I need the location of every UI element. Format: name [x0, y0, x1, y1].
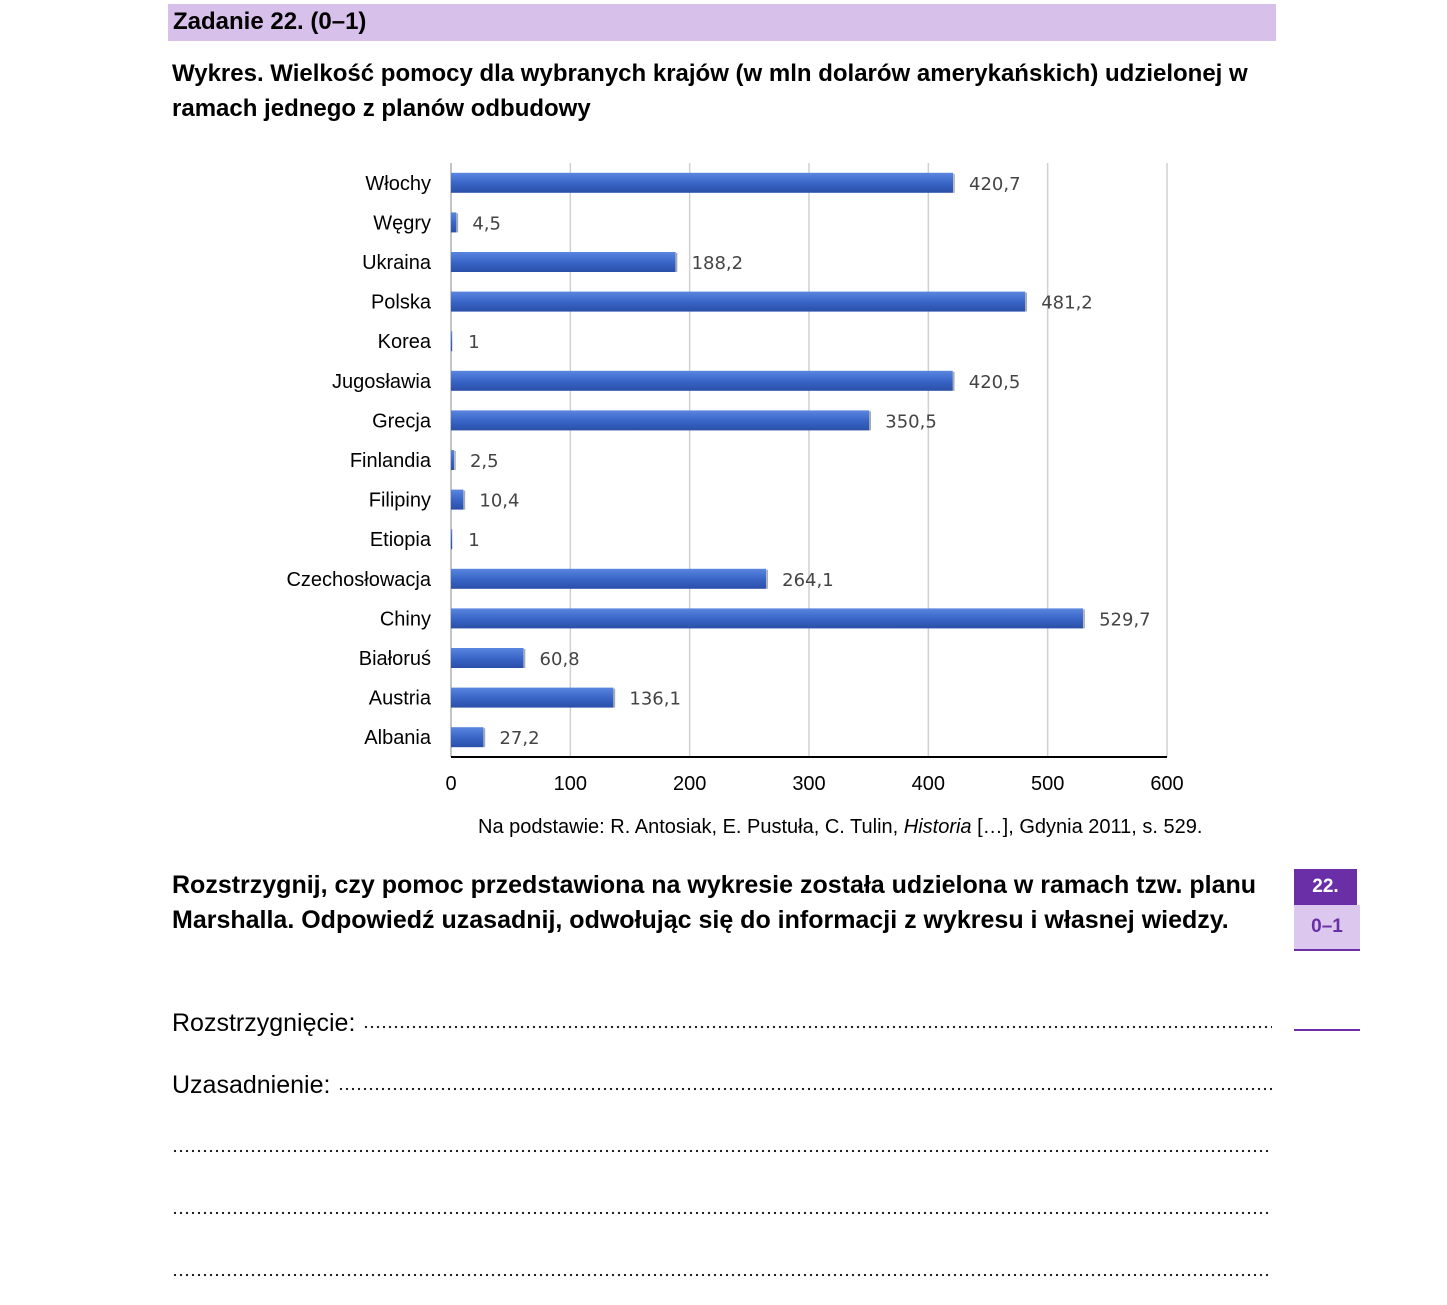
- x-tick-label: 300: [792, 773, 826, 795]
- value-label: 4,5: [472, 213, 502, 235]
- source-italic: Historia: [903, 816, 972, 838]
- category-label: Ukraina: [362, 252, 431, 274]
- bar: [451, 173, 953, 193]
- value-label: 27,2: [499, 728, 540, 750]
- category-label: Chiny: [379, 608, 431, 631]
- x-tick-label: 400: [911, 773, 946, 795]
- answer-line-row[interactable]: [172, 1246, 1272, 1286]
- value-label: 264,1: [782, 569, 834, 591]
- x-tick-label: 0: [445, 773, 457, 795]
- category-label: Jugosławia: [332, 370, 431, 393]
- x-tick-label: 600: [1150, 773, 1184, 795]
- decision-answer-line[interactable]: [363, 1023, 1272, 1031]
- bar: [451, 688, 613, 708]
- score-number: 22.: [1294, 869, 1360, 905]
- value-label: 188,2: [691, 253, 744, 274]
- value-label: 350,5: [885, 411, 937, 433]
- bar: [451, 648, 524, 668]
- value-label: 1: [468, 332, 480, 354]
- score-line: [1294, 1029, 1360, 1031]
- category-label: Węgry: [373, 212, 431, 235]
- source-citation: [478, 816, 1278, 839]
- answer-line[interactable]: [172, 1209, 1272, 1217]
- bar: [451, 371, 953, 391]
- category-label: Austria: [368, 687, 431, 710]
- bar: [451, 529, 452, 549]
- source-suffix: […], Gdynia 2011, s. 529.: [971, 816, 1203, 838]
- justification-answer-line[interactable]: [338, 1085, 1272, 1093]
- bar: [451, 331, 452, 351]
- score-box: [1294, 869, 1360, 951]
- bar: [451, 212, 456, 232]
- value-label: 60,8: [539, 649, 580, 670]
- value-label: 420,5: [968, 371, 1021, 393]
- category-label: Korea: [377, 331, 431, 354]
- category-label: Etiopia: [369, 529, 431, 552]
- category-label: Grecja: [372, 410, 431, 433]
- bar: [451, 490, 463, 510]
- value-label: 136,1: [629, 688, 681, 710]
- answer-line-row[interactable]: [172, 1122, 1272, 1162]
- category-labels: [286, 173, 431, 749]
- decision-row[interactable]: [172, 998, 1272, 1038]
- x-tick-label: 500: [1030, 773, 1065, 795]
- value-label: 2,5: [469, 451, 499, 472]
- score-range: 0–1: [1294, 905, 1360, 951]
- category-label: Filipiny: [368, 489, 431, 512]
- value-label: 481,2: [1041, 292, 1093, 314]
- task-header-text: Zadanie 22. (0–1): [173, 8, 367, 35]
- category-label: Finlandia: [349, 450, 431, 472]
- value-label: 420,7: [969, 173, 1021, 195]
- category-label: Albania: [364, 727, 431, 750]
- question-text: Rozstrzygnij, czy pomoc przedstawiona na wykresie została udzielona w ramach tzw. planu Marshalla. Odpowiedź uzasadnij, odwołując się do informacji z wykresu i własnej wiedzy.: [172, 871, 1257, 934]
- category-label: Czechosłowacja: [286, 568, 431, 591]
- bar: [451, 252, 676, 272]
- bar: [451, 410, 869, 430]
- category-label: Włochy: [365, 172, 431, 195]
- category-label: Białoruś: [358, 648, 431, 670]
- value-label: 1: [468, 530, 480, 552]
- answer-line[interactable]: [172, 1271, 1272, 1279]
- value-label: 10,4: [479, 490, 520, 512]
- bar: [451, 292, 1025, 312]
- source-prefix: Na podstawie: R. Antosiak, E. Pustuła, C. Tulin,: [478, 816, 904, 838]
- category-label: Polska: [370, 291, 431, 314]
- answer-line-row[interactable]: [172, 1184, 1272, 1224]
- justification-row[interactable]: [172, 1060, 1272, 1100]
- x-tick-label: 100: [553, 773, 588, 795]
- decision-label: Rozstrzygnięcie:: [172, 1009, 356, 1037]
- bar: [451, 727, 483, 747]
- chart-title: Wykres. Wielkość pomocy dla wybranych krajów (w mln dolarów amerykańskich) udzielonej w ramach jednego z planów odbudowy: [172, 60, 1248, 122]
- answer-line[interactable]: [172, 1147, 1272, 1155]
- bar: [451, 608, 1083, 628]
- x-tick-label: 200: [672, 773, 707, 795]
- value-label: 529,7: [1099, 609, 1151, 631]
- justification-label: Uzasadnienie:: [172, 1071, 331, 1099]
- bar: [451, 569, 766, 589]
- bar: [451, 450, 454, 470]
- x-tick-labels: [445, 773, 1183, 795]
